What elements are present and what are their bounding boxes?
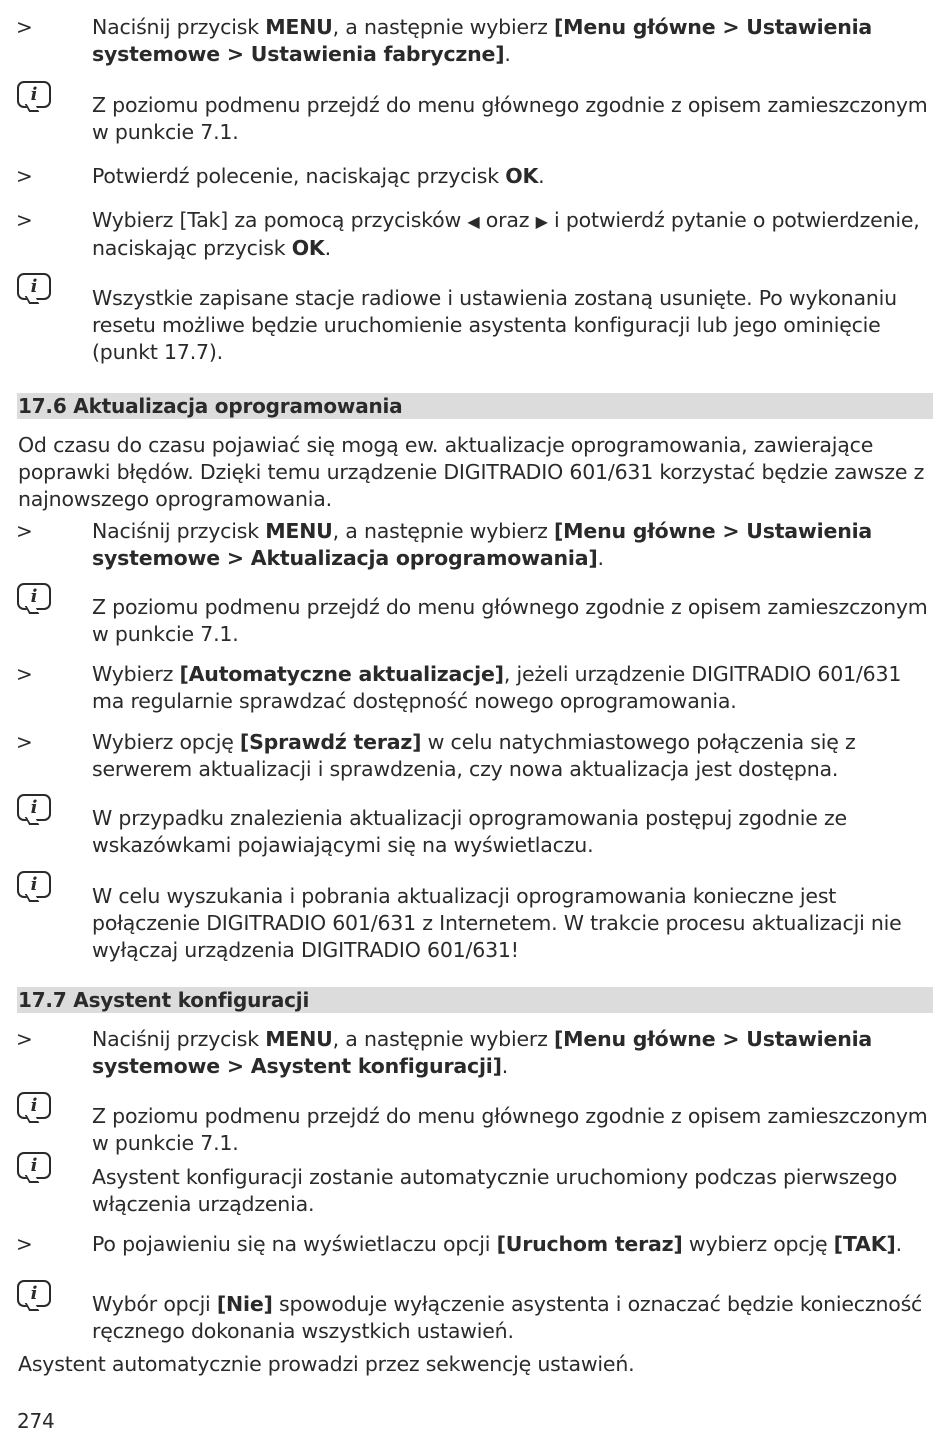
- section-heading-software-update: 17.6 Aktualizacja oprogramowania: [17, 393, 933, 419]
- step-arrow: >: [16, 208, 33, 232]
- right-arrow-icon: ▶: [535, 212, 548, 231]
- info-icon: i: [17, 1092, 51, 1119]
- page-number: 274: [17, 1409, 55, 1433]
- step-arrow: >: [16, 1027, 33, 1051]
- step-confirm-ok: Potwierdź polecenie, naciskając przycisk OK.: [92, 164, 545, 188]
- step-update-menu: Naciśnij przycisk MENU, a następnie wybierz [Menu główne > Ustawienia systemowe > Aktualizacja oprogramowania].: [92, 519, 873, 570]
- step-run-now: Po pojawieniu się na wyświetlaczu opcji [Uruchom teraz] wybierz opcję [TAK].: [92, 1232, 902, 1256]
- info-icon: i: [17, 583, 51, 610]
- info-icon: i: [17, 1280, 51, 1307]
- info-wizard-autostart: Asystent konfiguracji zostanie automatycznie uruchomiony podczas pierwszego włączenia urządzenia.: [92, 1165, 898, 1216]
- section-intro: Od czasu do czasu pojawiać się mogą ew. aktualizacje oprogramowania, zawierające poprawki błędów. Dzięki temu urządzenie DIGITRADIO 601/631 korzystać będzie zawsze z najnowszego oprogramowania.: [18, 433, 925, 511]
- info-submenu-note: Z poziomu podmenu przejdź do menu głównego zgodnie z opisem zamieszczonym w punkcie 7.1.: [92, 1104, 928, 1155]
- step-arrow: >: [16, 730, 33, 754]
- step-check-now: Wybierz opcję [Sprawdź teraz] w celu natychmiastowego połączenia się z serwerem aktualizacji i sprawdzenia, czy nowa aktualizacja jest dostępna.: [92, 730, 856, 781]
- closing-text: Asystent automatycznie prowadzi przez sekwencję ustawień.: [18, 1352, 635, 1376]
- step-arrow: >: [16, 662, 33, 686]
- step-select-yes: Wybierz [Tak] za pomocą przycisków ◀ oraz ▶ i potwierdź pytanie o potwierdzenie, naciskając przycisk OK.: [92, 208, 920, 260]
- section-heading-setup-wizard: 17.7 Asystent konfiguracji: [17, 987, 933, 1013]
- info-icon: i: [17, 794, 51, 821]
- left-arrow-icon: ◀: [467, 212, 480, 231]
- step-arrow: >: [16, 164, 33, 188]
- step-wizard-menu: Naciśnij przycisk MENU, a następnie wybierz [Menu główne > Ustawienia systemowe > Asystent konfiguracji].: [92, 1027, 873, 1078]
- step-arrow: >: [16, 15, 33, 39]
- step-arrow: >: [16, 519, 33, 543]
- info-icon: i: [17, 81, 51, 108]
- info-icon: i: [17, 871, 51, 898]
- info-icon: i: [17, 273, 51, 300]
- step-auto-updates: Wybierz [Automatyczne aktualizacje], jeżeli urządzenie DIGITRADIO 601/631 ma regularnie sprawdzać dostępność nowego oprogramowania.: [92, 662, 902, 713]
- info-reset-warning: Wszystkie zapisane stacje radiowe i ustawienia zostaną usunięte. Po wykonaniu resetu możliwe będzie uruchomienie asystenta konfiguracji lub jego ominięcie (punkt 17.7).: [92, 286, 897, 364]
- info-wizard-skip: Wybór opcji [Nie] spowoduje wyłączenie asystenta i oznaczać będzie konieczność ręcznego dokonania wszystkich ustawień.: [92, 1292, 923, 1343]
- info-update-found: W przypadku znalezienia aktualizacji oprogramowania postępuj zgodnie ze wskazówkami pojawiającymi się na wyświetlaczu.: [92, 806, 847, 857]
- step-factory-reset-menu: Naciśnij przycisk MENU, a następnie wybierz [Menu główne > Ustawienia systemowe > Ustawienia fabryczne].: [92, 15, 873, 66]
- info-submenu-note: Z poziomu podmenu przejdź do menu głównego zgodnie z opisem zamieszczonym w punkcie 7.1.: [92, 595, 928, 646]
- info-icon: i: [17, 1152, 51, 1179]
- step-arrow: >: [16, 1232, 33, 1256]
- info-internet-required: W celu wyszukania i pobrania aktualizacji oprogramowania konieczne jest połączenie DIGITRADIO 601/631 z Internetem. W trakcie procesu aktualizacji nie wyłączaj urządzenia DIGITRADIO 601/631!: [92, 884, 902, 962]
- info-submenu-note: Z poziomu podmenu przejdź do menu głównego zgodnie z opisem zamieszczonym w punkcie 7.1.: [92, 93, 928, 144]
